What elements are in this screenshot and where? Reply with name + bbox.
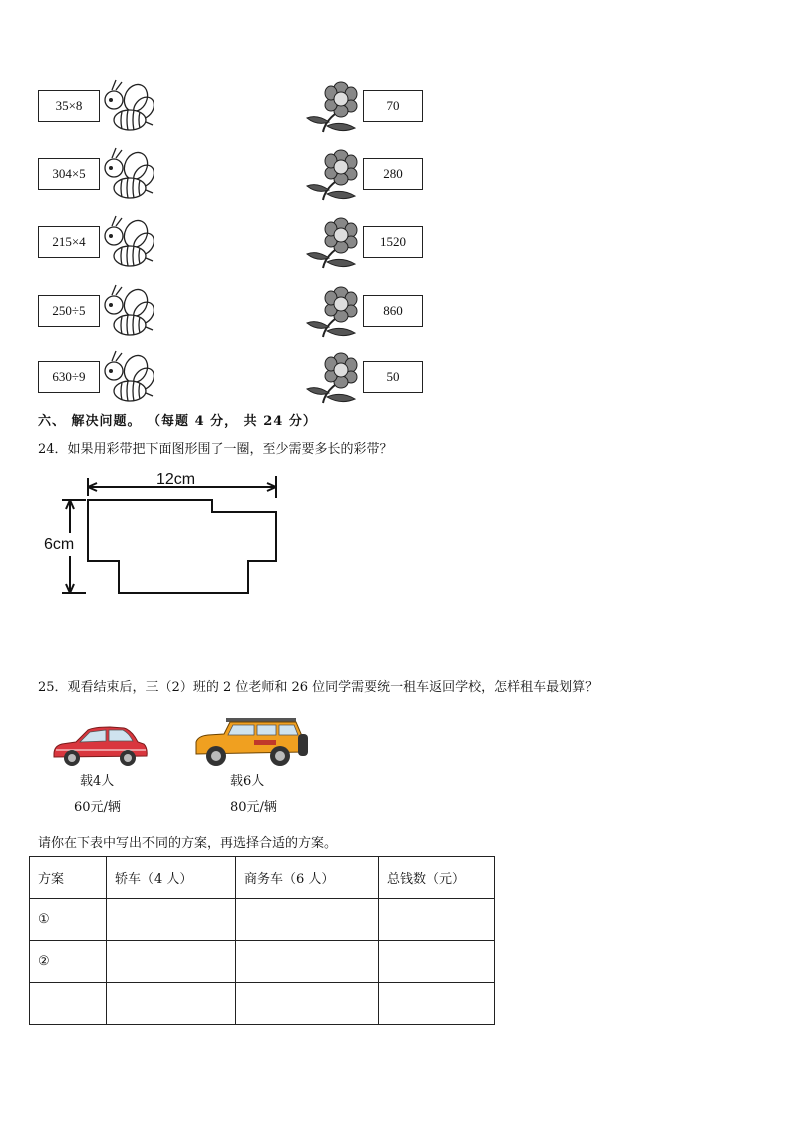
flower-icon <box>305 351 359 405</box>
answer-cell[interactable] <box>379 899 495 941</box>
answer-cell[interactable] <box>379 983 495 1025</box>
q24-shape-figure <box>40 470 300 600</box>
answer-cell[interactable] <box>236 899 379 941</box>
height-label: 6cm <box>44 536 75 553</box>
right-answer-3[interactable]: 1520 <box>363 226 423 258</box>
car1-price: 60元/辆 <box>74 800 121 815</box>
left-expression-2[interactable]: 304×5 <box>38 158 100 190</box>
flower-icon <box>305 216 359 270</box>
question-25-text: 25．观看结束后，三（2）班的 2 位老师和 26 位同学需要统一租车返回学校，怎样租车最划算？ <box>38 680 599 695</box>
left-expression-5[interactable]: 630÷9 <box>38 361 100 393</box>
table-row <box>30 983 495 1025</box>
flower-icon <box>305 285 359 339</box>
car1-capacity: 载4人 <box>80 774 115 789</box>
row-label: ② <box>30 941 107 983</box>
question-24-text: 24．如果用彩带把下面图形围了一圈，至少需要多长的彩带？ <box>38 442 393 457</box>
table-instruction: 请你在下表中写出不同的方案，再选择合适的方案。 <box>38 836 338 851</box>
bee-icon <box>100 283 154 341</box>
flower-icon <box>305 80 359 134</box>
table-row <box>30 899 495 941</box>
answer-cell[interactable] <box>236 941 379 983</box>
plan-table <box>29 856 495 1025</box>
answer-cell[interactable] <box>107 983 236 1025</box>
left-expression-3[interactable]: 215×4 <box>38 226 100 258</box>
header-sedan: 轿车（4 人） <box>107 857 236 899</box>
answer-cell[interactable] <box>107 941 236 983</box>
table-header-row <box>30 857 495 899</box>
right-answer-5[interactable]: 50 <box>363 361 423 393</box>
left-expression-1[interactable]: 35×8 <box>38 90 100 122</box>
answer-cell[interactable] <box>107 899 236 941</box>
header-plan: 方案 <box>30 857 107 899</box>
section-heading: 六、 解决问题。 （每题 4 分， 共 24 分） <box>38 414 317 429</box>
flower-icon <box>305 148 359 202</box>
row-label: ① <box>30 899 107 941</box>
right-answer-2[interactable]: 280 <box>363 158 423 190</box>
bee-icon <box>100 78 154 136</box>
right-answer-4[interactable]: 860 <box>363 295 423 327</box>
left-expression-4[interactable]: 250÷5 <box>38 295 100 327</box>
right-answer-1[interactable]: 70 <box>363 90 423 122</box>
bee-icon <box>100 349 154 407</box>
sedan-car-icon <box>50 724 150 770</box>
row-label <box>30 983 107 1025</box>
header-suv: 商务车（6 人） <box>236 857 379 899</box>
car2-price: 80元/辆 <box>230 800 277 815</box>
bee-icon <box>100 214 154 272</box>
header-total: 总钱数（元） <box>379 857 495 899</box>
suv-car-icon <box>192 716 310 770</box>
car2-capacity: 载6人 <box>230 774 265 789</box>
answer-cell[interactable] <box>379 941 495 983</box>
table-row <box>30 941 495 983</box>
width-label: 12cm <box>156 471 196 488</box>
bee-icon <box>100 146 154 204</box>
answer-cell[interactable] <box>236 983 379 1025</box>
